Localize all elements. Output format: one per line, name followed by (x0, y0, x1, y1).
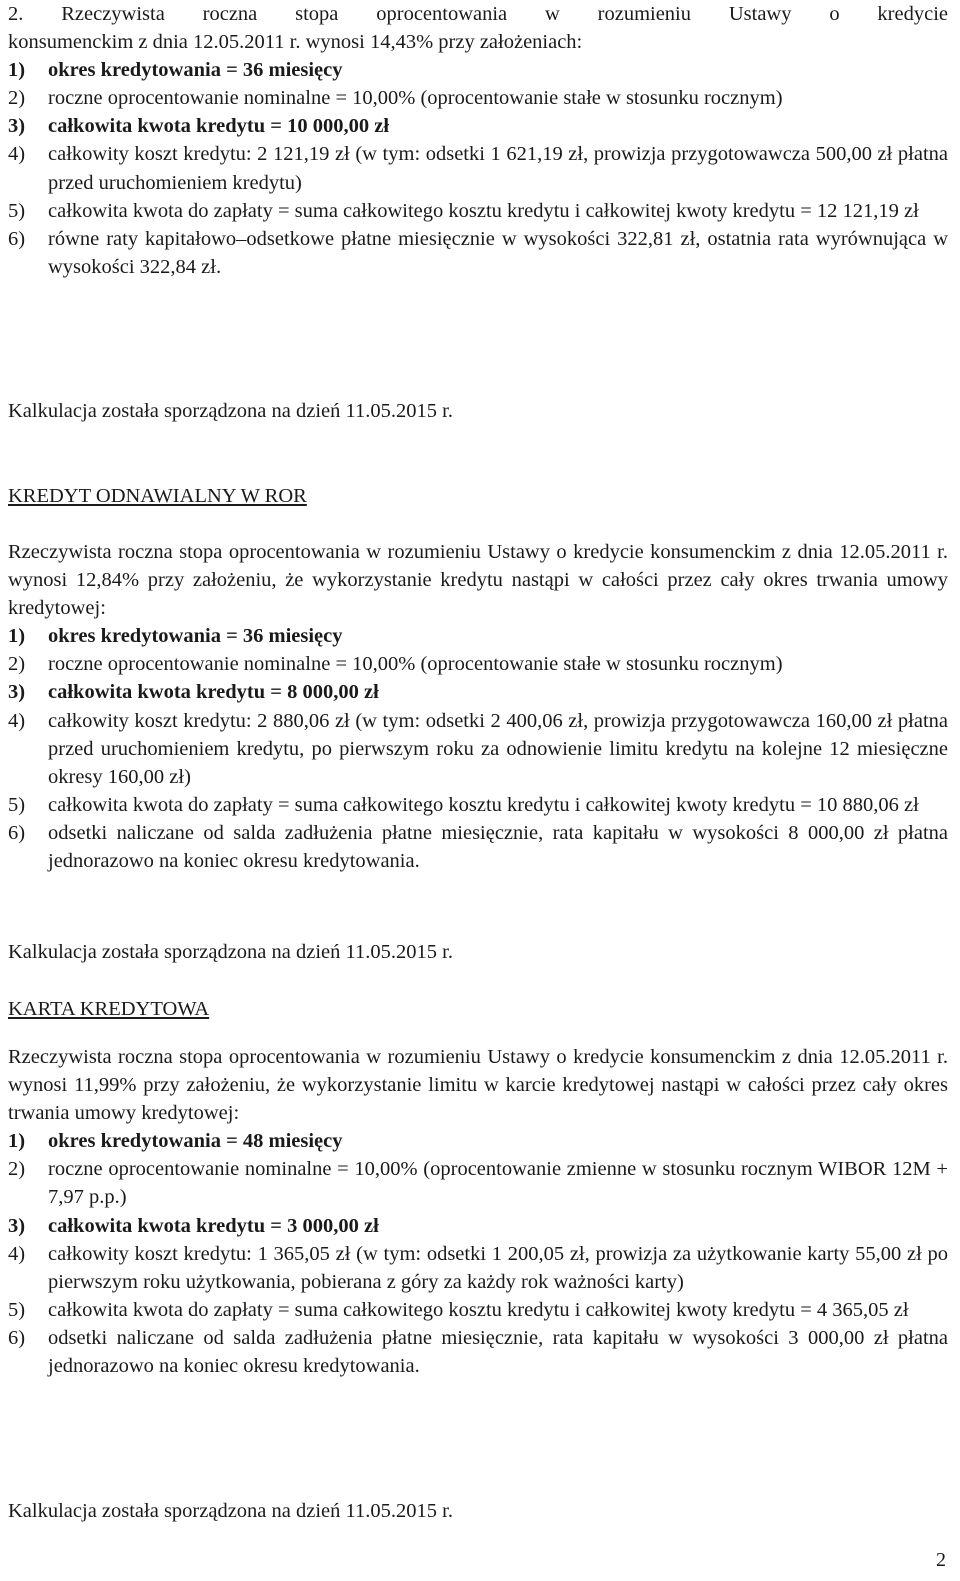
intro-line-1: 2. Rzeczywista roczna stopa oprocentowania w rozumieniu Ustawy o kredycie (8, 3, 948, 25)
calc-note: Kalkulacja została sporządzona na dzień 11.05.2015 r. (8, 1500, 453, 1522)
list-item: 3) całkowita kwota kredytu = 10 000,00 zł (8, 115, 390, 138)
list-item: 5) całkowita kwota do zapłaty = suma całkowitego kosztu kredytu i całkowitej kwoty kredytu = 4 365,05 zł (8, 1298, 909, 1321)
list-item: 5) całkowita kwota do zapłaty = suma całkowitego kosztu kredytu i całkowitej kwoty kredytu = 10 880,06 zł (8, 793, 919, 816)
list-item: 2) roczne oprocentowanie nominalne = 10,00% (oprocentowanie stałe w stosunku rocznym) (8, 653, 783, 676)
list-item: 2) roczne oprocentowanie nominalne = 10,00% (oprocentowanie stałe w stosunku rocznym) (8, 87, 783, 110)
list-item: 2) roczne oprocentowanie nominalne = 10,00% (oprocentowanie zmienne w stosunku rocznym WIBOR 12M + 7,97 p.p.) (8, 1158, 948, 1209)
list-item: 1) okres kredytowania = 36 miesięcy (8, 59, 343, 82)
section-ror (8, 538, 948, 875)
list-item: 5) całkowita kwota do zapłaty = suma całkowitego kosztu kredytu i całkowitej kwoty kredytu = 12 121,19 zł (8, 199, 919, 222)
list-item: 4) całkowity koszt kredytu: 2 121,19 zł (w tym: odsetki 1 621,19 zł, prowizja przygotowawcza 500,00 zł płatna przed uruchomieniem kredytu) (8, 143, 948, 194)
section-ror-heading: KREDYT ODNAWIALNY W ROR (8, 485, 307, 507)
list-item: 4) całkowity koszt kredytu: 2 880,06 zł (w tym: odsetki 2 400,06 zł, prowizja przygotowawcza 160,00 zł płatna przed uruchomieniem kredytu, po pierwszym roku za odnowienie limitu kredytu na kolejne 12 miesięczne okresy 160,00 zł) (8, 709, 948, 788)
list-item: 6) odsetki naliczane od salda zadłużenia płatne miesięcznie, rata kapitału w wysokości 3 000,00 zł płatna jednorazowo na koniec okresu kredytowania. (8, 1326, 948, 1378)
document-page (8, 0, 948, 1581)
section-card (8, 1043, 948, 1380)
section-card-heading: KARTA KREDYTOWA (8, 998, 210, 1020)
list-item: 1) okres kredytowania = 36 miesięcy (8, 625, 343, 648)
calc-note: Kalkulacja została sporządzona na dzień 11.05.2015 r. (8, 400, 453, 422)
card-intro: Rzeczywista roczna stopa oprocentowania w rozumieniu Ustawy o kredycie konsumenckim z dnia 12.05.2011 r. wynosi 11,99% przy założeniu, że wykorzystanie limitu w karcie kredytowej nastąpi w całości przez cały okres trwania umowy kredytowej: (8, 1046, 948, 1125)
section-top (8, 0, 948, 281)
page-number: 2 (936, 1549, 946, 1571)
list-item: 4) całkowity koszt kredytu: 1 365,05 zł (w tym: odsetki 1 200,05 zł, prowizja za użytkowanie karty 55,00 zł po pierwszym roku użytkowania, pobierana z góry za każdy rok ważności karty) (8, 1242, 948, 1293)
list-item: 6) równe raty kapitałowo–odsetkowe płatne miesięcznie w wysokości 322,81 zł, ostatnia rata wyrównująca w wysokości 322,84 zł. (8, 227, 948, 278)
list-item: 1) okres kredytowania = 48 miesięcy (8, 1130, 343, 1153)
calc-note: Kalkulacja została sporządzona na dzień 11.05.2015 r. (8, 941, 453, 963)
ror-intro: Rzeczywista roczna stopa oprocentowania w rozumieniu Ustawy o kredycie konsumenckim z dnia 12.05.2011 r. wynosi 12,84% przy założeniu, że wykorzystanie kredytu nastąpi w całości przez cały okres trwania umowy kredytowej: (8, 541, 948, 620)
list-item: 6) odsetki naliczane od salda zadłużenia płatne miesięcznie, rata kapitału w wysokości 8 000,00 zł płatna jednorazowo na koniec okresu kredytowania. (8, 821, 948, 873)
list-item: 3) całkowita kwota kredytu = 3 000,00 zł (8, 1214, 379, 1237)
intro-line-2: konsumenckim z dnia 12.05.2011 r. wynosi 14,43% przy założeniach: (8, 31, 583, 54)
list-item: 3) całkowita kwota kredytu = 8 000,00 zł (8, 681, 379, 704)
